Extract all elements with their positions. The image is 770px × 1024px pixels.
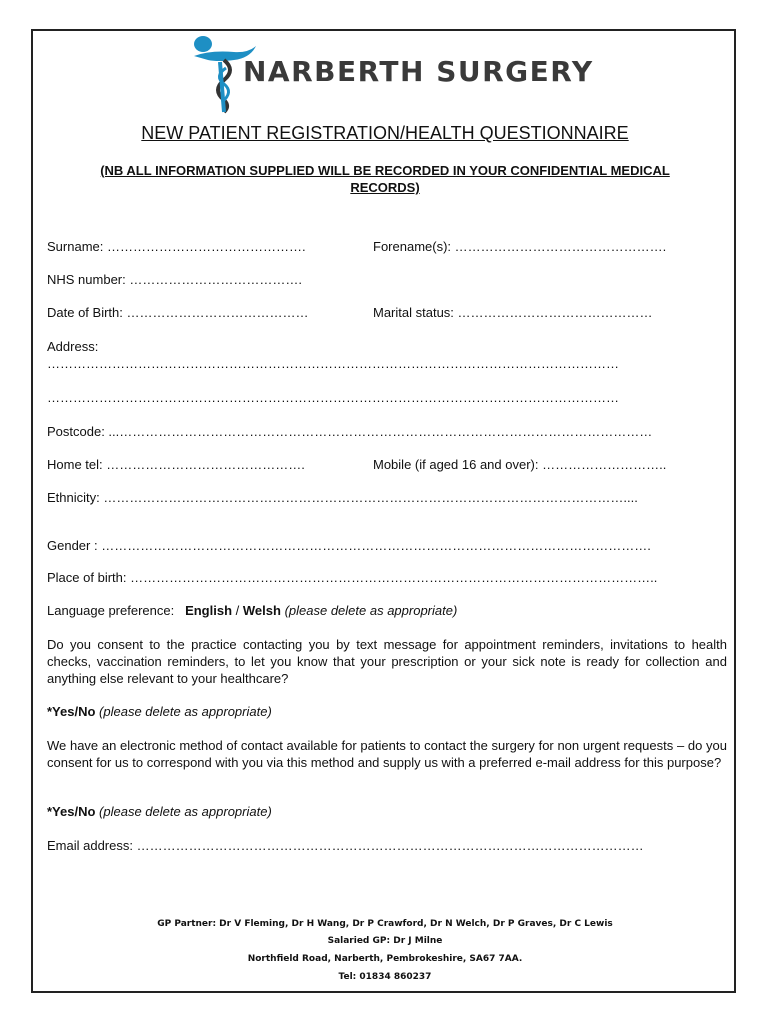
language-english-option[interactable]: English [185, 603, 233, 618]
surgery-name: NARBERTH SURGERY [243, 55, 594, 88]
mobile-field[interactable]: Mobile (if aged 16 and over): ……………………….. [373, 457, 667, 472]
place-of-birth-field[interactable]: Place of birth: ………………………………………………………………………………………………………….. [47, 570, 658, 585]
nhs-number-field[interactable]: NHS number: …………………………………. [47, 272, 302, 287]
home-tel-field[interactable]: Home tel: ………………………………………. [47, 457, 305, 472]
address-line-2[interactable]: …………………………………………………………………………………………………………………… [47, 390, 619, 405]
footer-salaried: Salaried GP: Dr J Milne [327, 936, 443, 946]
address-line-1[interactable]: …………………………………………………………………………………………………………………… [47, 356, 619, 371]
confidentiality-note: (NB ALL INFORMATION SUPPLIED WILL BE RECORDED IN YOUR CONFIDENTIAL MEDICAL RECORDS) [100, 163, 670, 195]
sms-delete-note: (please delete as appropriate) [99, 704, 272, 719]
footer-partners: GP Partner: Dr V Fleming, Dr H Wang, Dr P Crawford, Dr N Welch, Dr P Graves, Dr C Lewis [157, 919, 613, 929]
email-delete-note: (please delete as appropriate) [99, 804, 272, 819]
sms-yes-no[interactable]: *Yes/No [47, 704, 96, 719]
sms-consent-answer[interactable] [47, 704, 272, 719]
postcode-field[interactable]: Postcode: ...…………………………………………………………………………………………………………… [47, 424, 653, 439]
marital-status-field[interactable]: Marital status: ……………………………………… [373, 305, 653, 320]
email-consent-question: We have an electronic method of contact available for patients to contact the surgery for non urgent requests – do you consent for us to correspond with you via this method and supply us with a preferred e-mail address for this purpose? [47, 738, 727, 770]
language-preference [47, 603, 457, 618]
gender-field[interactable]: Gender : ………………………………………………………………………………………………………………. [47, 538, 651, 553]
sms-consent-question: Do you consent to the practice contacting you by text message for appointment reminders, invitations to health checks, vaccination reminders, to let you know that your prescription or your sick note is ready for collection and anything else relevant to your healthcare? [47, 637, 727, 686]
email-address-field[interactable]: Email address: ……………………………………………………………………………………………………… [47, 838, 644, 853]
address-label: Address: [47, 339, 99, 354]
email-yes-no[interactable]: *Yes/No [47, 804, 96, 819]
footer-tel: Tel: 01834 860237 [338, 972, 432, 982]
language-separator: / [235, 603, 240, 618]
date-of-birth-field[interactable]: Date of Birth: …………………………………… [47, 305, 309, 320]
footer-address: Northfield Road, Narberth, Pembrokeshire, SA67 7AA. [247, 954, 523, 964]
surname-field[interactable]: Surname: ………………………………………. [47, 239, 306, 254]
language-welsh-option[interactable]: Welsh [242, 603, 281, 618]
ethnicity-field[interactable]: Ethnicity: ………………………………………………………………………………………………………….... [47, 490, 638, 505]
language-delete-note: (please delete as appropriate) [284, 603, 458, 618]
forename-field[interactable]: Forename(s): …………………………………………. [373, 239, 667, 254]
form-title: NEW PATIENT REGISTRATION/HEALTH QUESTIONNAIRE [141, 123, 629, 143]
email-consent-answer[interactable] [47, 804, 272, 819]
language-label: Language preference: [47, 603, 175, 618]
